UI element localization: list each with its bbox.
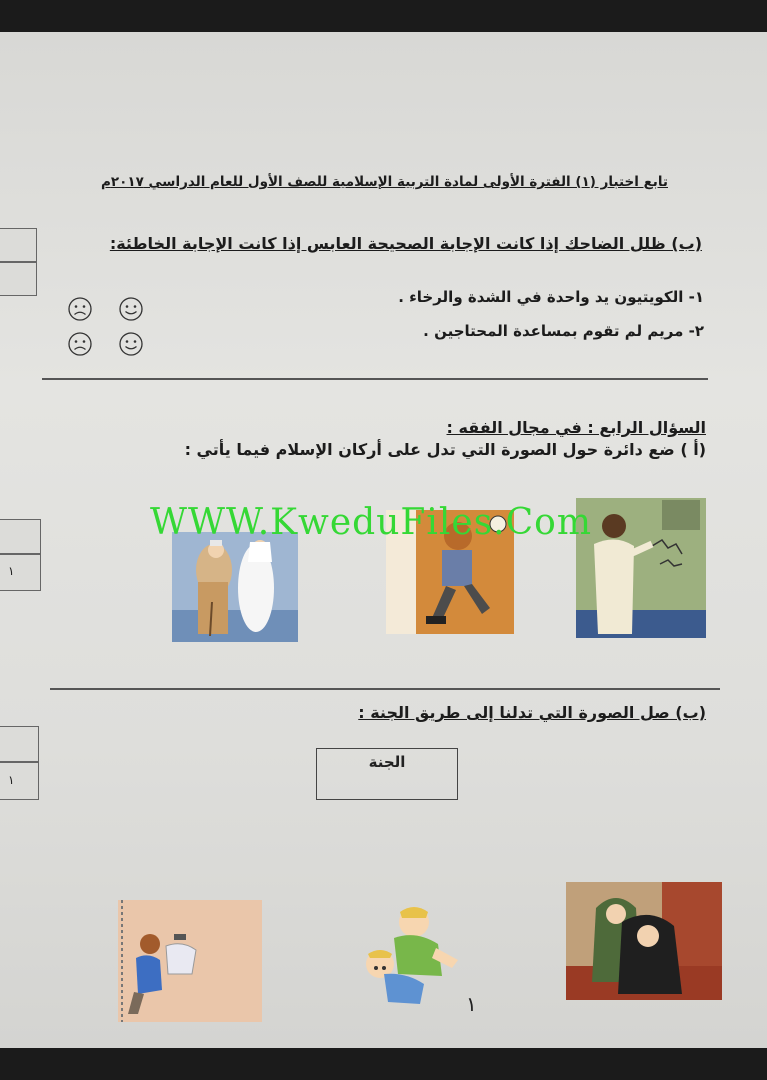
- score-box-4a: [0, 519, 41, 591]
- smiley-face-icon[interactable]: [118, 331, 144, 357]
- score-value-4a: ١: [8, 564, 15, 578]
- statement-2: ٢- مريم لم تقوم بمساعدة المحتاجين .: [423, 322, 704, 340]
- image-daughter-hugging-mother[interactable]: [566, 882, 722, 1000]
- exam-header: تابع اختبار (١) الفترة الأولى لمادة التربية الإسلامية للصف الأول للعام الدراسي ٢٠١٧م: [100, 174, 668, 190]
- score-box-b: [0, 228, 37, 296]
- watermark: WWW.KweduFiles.Com: [150, 502, 592, 543]
- image-charity-giving[interactable]: [172, 532, 298, 642]
- divider-2: [50, 688, 720, 690]
- divider-1: [42, 378, 708, 380]
- frowning-face-icon[interactable]: [67, 296, 93, 322]
- statement-1: ١- الكويتيون يد واحدة في الشدة والرخاء .: [398, 288, 704, 306]
- frowning-face-icon[interactable]: [67, 331, 93, 357]
- image-boy-washing[interactable]: [118, 900, 262, 1022]
- question-b-instruction: (ب) ظلل الضاحك إذا كانت الإجابة الصحيحة العابس إذا كانت الإجابة الخاطئة:: [109, 234, 702, 253]
- image-boys-fighting[interactable]: [350, 902, 470, 1010]
- paradise-target-box[interactable]: الجنة: [316, 748, 458, 800]
- question-4-title: السؤال الرابع : في مجال الفقه :: [446, 418, 706, 437]
- page-number: ١: [466, 992, 477, 1016]
- score-box-4b: [0, 726, 39, 800]
- question-4a-instruction: (أ ) ضع دائرة حول الصورة التي تدل على أركان الإسلام فيما يأتي :: [184, 440, 706, 459]
- exam-page: [0, 32, 767, 1048]
- question-4b-instruction: (ب) صل الصورة التي تدلنا إلى طريق الجنة :: [358, 703, 706, 722]
- score-value-4b: ١: [8, 773, 15, 787]
- smiley-face-icon[interactable]: [118, 296, 144, 322]
